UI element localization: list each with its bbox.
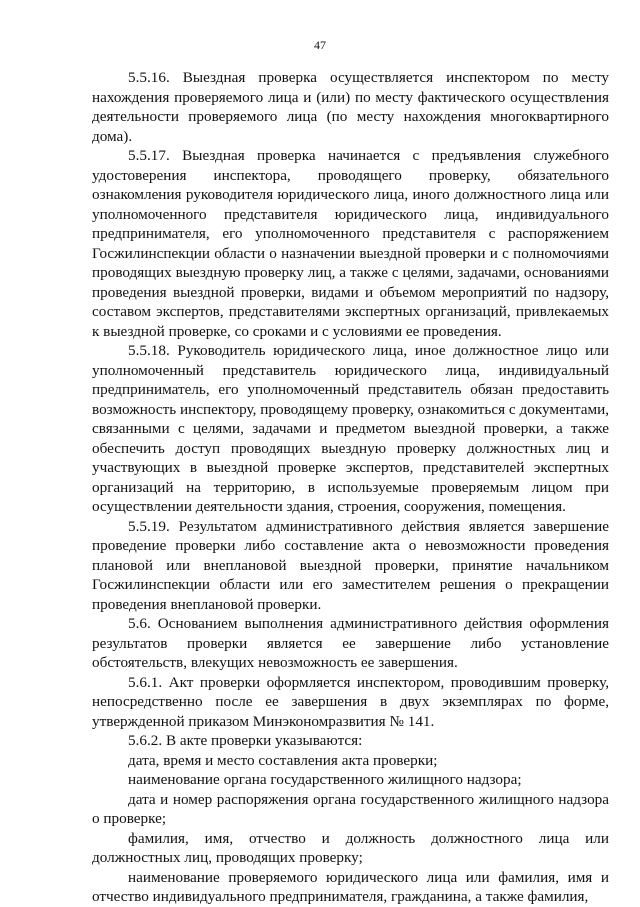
document-body [92, 68, 609, 907]
paragraph-5-5-18: 5.5.18. Руководитель юридического лица, иное должностное лицо или уполномоченный представитель юридического лица, индивидуальный предприниматель, его уполномоченный представитель обязан предоставить возможность инспектору, проводящему проверку, ознакомиться с документами, связанными с целями, задачами и предметом выездной проверки, а также обеспечить доступ проводящих выездную проверку должностных лиц и участвующих в выездной проверке экспертов, представителей экспертных организаций на территорию, в используемые проверяемым лицом при осуществлении деятельности здания, строения, сооружения, помещения. [92, 342, 609, 515]
list-item-inspected-entity: наименование проверяемого юридического лица или фамилия, имя и отчество индивидуального предпринимателя, гражданина, а также фамилия, [92, 868, 609, 905]
paragraph-5-6-2: 5.6.2. В акте проверки указываются: [128, 732, 363, 749]
page-number: 47 [314, 38, 326, 52]
paragraph-5-6: 5.6. Основанием выполнения административного действия оформления результатов проверки является ее завершение либо установление обстоятельств, влекущих невозможность ее завершения. [92, 615, 609, 671]
list-item-inspector-names: фамилия, имя, отчество и должность должностного лица или должностных лиц, проводящих проверку; [92, 829, 609, 866]
paragraph-5-5-16: 5.5.16. Выездная проверка осуществляется инспектором по месту нахождения проверяемого лица и (или) по месту фактического осуществления деятельности проверяемого лица (по месту нахождения многоквартирного дома). [92, 69, 609, 145]
paragraph-5-6-1: 5.6.1. Акт проверки оформляется инспектором, проводившим проверку, непосредственно после ее завершения в двух экземплярах по форме, утвержденной приказом Минэкономразвития № 141. [92, 673, 609, 730]
list-item-authority-name: наименование органа государственного жилищного надзора; [128, 771, 522, 788]
paragraph-5-5-17: 5.5.17. Выездная проверка начинается с предъявления служебного удостоверения инспектора, проводящего проверку, обязательного ознакомления руководителя юридического лица, иного должностного лица или уполномоченного представителя юридического лица, индивидуального предпринимателя, его уполномоченного представителя с распоряжением Госжилинспекции области о назначении выездной проверки и с полномочиями проводящих выездную проверку лиц, а также с целями, задачами, основаниями проведения выездной проверки, видами и объемом мероприятий по надзору, составом экспертов, представителями экспертных организаций, привлекаемых к выездной проверке, со сроками и с условиями ее проведения. [92, 147, 609, 340]
list-item-order-date-number: дата и номер распоряжения органа государственного жилищного надзора о проверке; [92, 790, 609, 827]
paragraph-5-5-19: 5.5.19. Результатом административного действия является завершение проведение проверки либо составление акта о невозможности проведения плановой или внеплановой выездной проверки, принятие начальником Госжилинспекции области или его заместителем решения о прекращении проведения внеплановой проверки. [92, 517, 609, 613]
list-item-date-time-place: дата, время и место составления акта проверки; [128, 751, 438, 769]
